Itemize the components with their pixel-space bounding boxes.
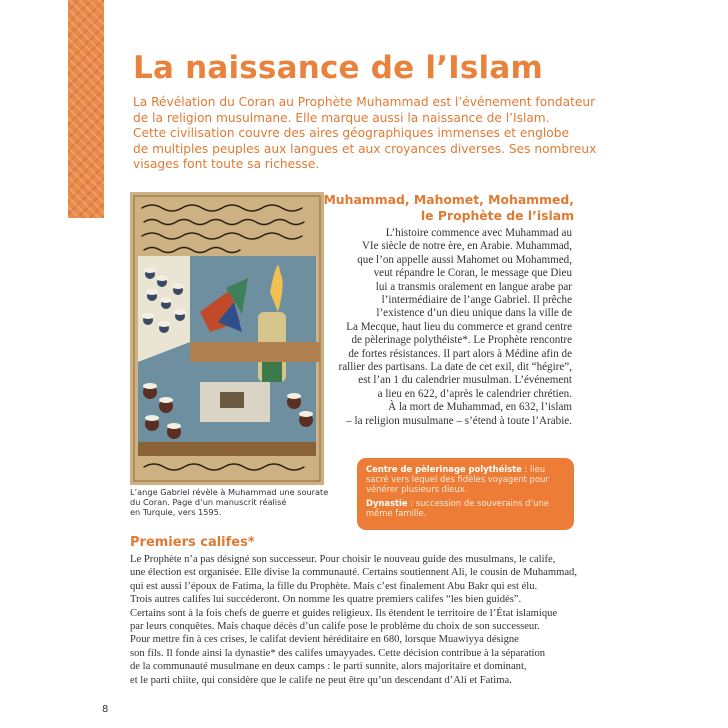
glossary-definition: : lieu sacré vers lequel des fidèles voyagent pour vénérer plusieurs dieux. bbox=[366, 464, 549, 495]
manuscript-illustration bbox=[130, 192, 324, 485]
body-line: À la mort de Muhammad, en 632, l’islam bbox=[388, 401, 572, 414]
section-body-califes bbox=[130, 553, 600, 687]
glossary-entry bbox=[366, 498, 565, 518]
caption-line: en Turquie, vers 1595. bbox=[130, 507, 222, 517]
intro-line: visages font toute sa richesse. bbox=[133, 157, 320, 172]
heading-line: Muhammad, Mahomet, Mohammed, bbox=[323, 192, 574, 207]
body-line: de fortes résistances. Il part alors à Médine afin de bbox=[348, 347, 572, 360]
body-line: Le Prophète n’a pas désigné son successeur. Pour choisir le nouveau guide des musulmans, le calife, bbox=[130, 554, 556, 565]
body-line: a lieu en 622, d’après le calendrier chrétien. bbox=[377, 387, 572, 400]
body-line: l’existence d’un dieu unique dans la ville de bbox=[376, 307, 572, 320]
body-line: Certains sont à la fois chefs de guerre et guides religieux. Ils étendent le territoire de l’État islamique bbox=[130, 607, 558, 619]
section-body-muhammad bbox=[312, 227, 572, 428]
body-line: lui a transmis oralement en langue arabe par bbox=[375, 280, 572, 293]
glossary-box bbox=[357, 458, 574, 530]
body-line: et le parti chiite, qui considère que le calife ne peut être qu’un descendant d’Ali et Fatima. bbox=[130, 674, 512, 686]
section-heading-califes: Premiers califes* bbox=[130, 535, 255, 550]
body-line: par leurs conquêtes. Mais chaque décès d’un calife pose le problème du choix de son successeur. bbox=[130, 621, 540, 633]
body-line: L’histoire commence avec Muhammad au bbox=[385, 227, 572, 239]
glossary-term: Centre de pèlerinage polythéiste bbox=[366, 464, 522, 474]
intro-line: La Révélation du Coran au Prophète Muhammad est l’événement fondateur bbox=[133, 95, 596, 109]
body-line: son fils. Il fonde ainsi la dynastie* des califes umayyades. Cette décision contribue à la séparation bbox=[130, 647, 546, 659]
body-line: – la religion musulmane – s’étend à toute l’Arabie. bbox=[346, 414, 572, 427]
body-line: que l’on appelle aussi Mahomet ou Mohammed, bbox=[357, 253, 572, 266]
intro-line: Cette civilisation couvre des aires géographiques immenses et englobe bbox=[133, 126, 569, 141]
heading-line: le Prophète de l’islam bbox=[420, 208, 574, 223]
caption-line: du Coran. Page d’un manuscrit réalisé bbox=[130, 497, 287, 507]
body-line: est l’an 1 du calendrier musulman. L’événement bbox=[358, 374, 572, 387]
decorative-pattern-strip bbox=[68, 0, 104, 218]
page-number: 8 bbox=[102, 704, 109, 715]
body-line: La Mecque, haut lieu du commerce et grand centre bbox=[346, 320, 572, 333]
intro-paragraph bbox=[133, 95, 603, 173]
body-line: l’intermédiaire de l’ange Gabriel. Il prêche bbox=[381, 294, 572, 307]
glossary-term: Dynastie bbox=[366, 497, 408, 508]
body-line: Trois autres califes lui succéderont. On nomme les quatre premiers califes “les bien guidés”. bbox=[130, 594, 522, 606]
caption-line: L’ange Gabriel révèle à Muhammad une sourate bbox=[130, 487, 329, 497]
body-line: une élection est organisée. Elle divise la communauté. Certains soutiennent Ali, le cousin de Muhammad, bbox=[130, 567, 577, 579]
section-heading-muhammad bbox=[314, 192, 574, 224]
page-title: La naissance de l’Islam bbox=[133, 50, 544, 86]
glossary-entry bbox=[366, 464, 565, 495]
body-line: VIe siècle de notre ère, en Arabie. Muhammad, bbox=[361, 240, 572, 253]
body-line: de pèlerinage polythéiste*. Le Prophète rencontre bbox=[351, 334, 572, 347]
glossary-definition: : succession de souverains d’une même famille. bbox=[366, 497, 549, 518]
body-line: qui est aussi l’époux de Fatima, la fille du Prophète. Mais c’est finalement Abu Bakr qui est élu. bbox=[130, 580, 538, 592]
body-line: Pour mettre fin à ces crises, le califat devient héréditaire en 680, lorsque Muawiyya désigne bbox=[130, 634, 519, 646]
illustration-caption bbox=[130, 487, 330, 517]
body-line: veut répandre le Coran, le message que Dieu bbox=[373, 267, 572, 280]
body-line: rallier des partisans. La date de cet exil, dit “hégire”, bbox=[338, 361, 572, 374]
intro-line: de la religion musulmane. Elle marque aussi la naissance de l’Islam. bbox=[133, 110, 550, 125]
intro-line: de multiples peuples aux langues et aux croyances diverses. Ses nombreux bbox=[133, 141, 597, 156]
body-line: de la communauté musulmane en deux camps : le parti sunnite, alors majoritaire et dominant, bbox=[130, 661, 527, 673]
